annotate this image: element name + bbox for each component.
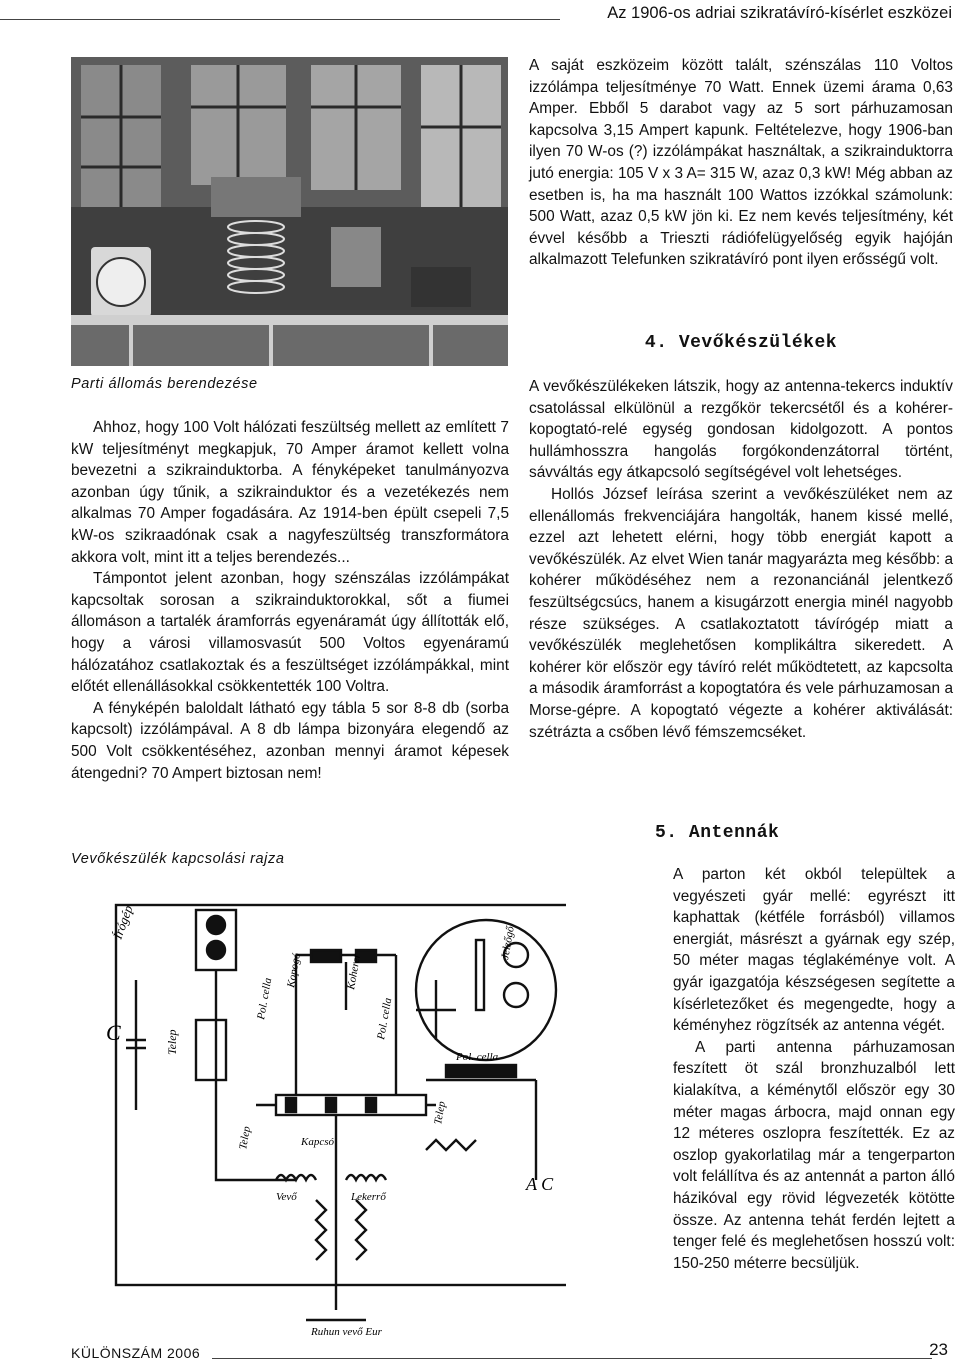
section-5-heading: 5. Antennák <box>655 823 780 843</box>
label-ground: Ruhun vevő Eur <box>311 1326 382 1338</box>
label-koherer: Koherer <box>345 952 364 991</box>
label-iroegep: Írógép <box>109 903 136 942</box>
photo-caption: Parti állomás berendezése <box>71 376 258 392</box>
section-5-column <box>673 864 955 1274</box>
section-4-heading: 4. Vevőkészülékek <box>644 333 838 353</box>
section-5-paragraph-1: A parton két okból települtek a vegyészeti gyár mellé: egyrészt itt kaphattak (kétféle forrásból) villamos energiát, másrészt a gyárnak egy szép, 50 méter magas téglakéménye volt. A gyár igazgatója készségesen segítette a kísérletezőket és megengedte, hogy a kéményhez rögzítsék az antenna végét. <box>673 866 955 1035</box>
label-pol-cella-2: Pol. cella <box>375 996 395 1041</box>
header-rule <box>0 19 560 20</box>
receiver-circuit-diagram <box>96 880 566 1340</box>
label-jelzogo: Jelzőgő <box>499 925 517 961</box>
label-ac: A C <box>526 1174 554 1194</box>
label-telep-3: Telep <box>432 1100 449 1126</box>
left-paragraph-3: A fényképén baloldalt látható egy tábla 5 sor 8-8 db (sorba kapcsolt) izzólámpával. A 8 db lámpa bizonyára elegendő az 500 Volt csökkentéséhez, azonban mennyi áramot képesek átengedni? 70 Ampert biztosan nem! <box>71 699 509 782</box>
footer-rule <box>212 1358 932 1359</box>
label-pol-cella-1: Pol. cella <box>255 976 275 1021</box>
circuit-svg <box>96 880 566 1340</box>
page-number: 23 <box>929 1340 948 1359</box>
section-4-paragraph-2: Hollós József leírása szerint a vevőkészüléket nem az ellenállomás frekvenciájára hangolták, hanem kissé mellé, ezzel azt lehetett elérni, hogy több energiát kapott a vevőkészülék. Az elvet Wien tanár magyarázta meg később: a kohérer működéséhez nem a rezonanciánál jelentkező feszültségcsúcs, hanem a kisugárzott energia minél nagyobb része szükséges. A csatlakoztatott távírógép miatt a vevőkészülék meglehetősen komplikáltra sikeredett. A kohérer kör először egy távíró relét működtetett, az kapcsolta a második áramforrást a kopogtatóra és vele párhuzamosan a Morse-gépre. A kopogtató végezte a kohérer aktiválását: szétrázta a csőben lévő fémszemcséket. <box>529 485 953 741</box>
right-top-paragraph: A saját eszközeim között talált, szénszálas 110 Voltos izzólámpa teljesítménye 70 Watt. Ennek üzemi árama 0,63 Amper. Ebből 5 darabot vagy az 5 sort párhuzamosan kapcsolva 3,15 Ampert kapunk. Feltételezve, hogy 1906-ban ilyen 70 W-os (?) izzólámpákat használtak, a szikrainduktorra jutó energia: 105 V x 3 A= 315 W, azaz 0,3 kW! Még abban az esetben is, ha ma használt 100 Wattos izzókkal számolunk: 500 Watt, azaz 0,5 kW jön ki. Ez nem kevés teljesítmény, két évvel később a Trieszti rádiófelügyelőség egyik hajóján alkalmazott Telefunken szikratávíró pont ilyen erősségű volt. <box>529 57 953 269</box>
section-4-paragraph-1: A vevőkészülékeken látszik, hogy az antenna-tekercs induktív csatolással elkülönül a rezgőkör tekercsétől és a kohérer-kopogtató-relé egység gondosan kidolgozott. A pontos hullámhosszra hangolás forgókondenzátorral történt, sávváltás egy átkapcsoló segítségével volt lehetséges. <box>529 378 953 482</box>
left-paragraph-1: Ahhoz, hogy 100 Volt hálózati feszültség mellett az említett 7 kW teljesítményt megkapjuk, 70 Amper áramot kellett volna bevezetni a szikrainduktorba. A fényképeket tanulmányozva azonban úgy tűnik, a szikrainduktor és a vezetékezés nem alkalmas 70 Amper fogadására. Az 1914-ben épült csepeli 7,5 kW-os szikraadónak csak a nagyfeszültség transzformátora akkora volt, mint itt a teljes berendezés... <box>71 419 509 566</box>
left-paragraph-2: Támpontot jelent azonban, hogy szénszálas izzólámpákat kapcsoltak sorosan a szikrainduktorokkal, sőt a fiumei állomáson a tartalék áramforrás egyenáramát úgy állították elő, hogy a városi villamosvasút 500 Voltos egyenáramú hálózatához csatlakoztak és a feszültséget izzólámpákkal, mint előtét ellenállásokkal csökkentették 100 Voltra. <box>71 570 509 696</box>
left-column <box>71 417 509 784</box>
footer-issue: KÜLÖNSZÁM 2006 <box>71 1345 201 1361</box>
section-5-paragraph-2: A parti antenna párhuzamosan feszített öt szál bronzhuzalból lett kialakítva, a kéménytől először egy 30 méter magas árbocra, majd onnan egy 12 méteres oszlopra feszítették. Ez az oszlop gyakorlatilag már a tengerparton volt felállítva és az antennát a parton álló házikóval egy rövid légvezeték kötötte össze. Az antenna tehát ferdén lejtett a tenger felé és meglehetősen hosszú volt: 150-250 méterre becsüljük. <box>673 1038 955 1272</box>
label-lekerro: Lekerrő <box>351 1191 386 1203</box>
label-kopogo: Kopogó <box>285 952 304 989</box>
label-telep-2: Telep <box>237 1125 254 1151</box>
label-kapcso: Kapcsó <box>301 1136 334 1148</box>
label-pol-cella-3: Pol. cella <box>456 1051 499 1063</box>
running-header: Az 1906-os adriai szikratávíró-kísérlet eszközei <box>607 4 952 22</box>
label-telep-1: Telep <box>165 1029 179 1055</box>
photo-illustration <box>71 57 508 366</box>
section-4-column <box>529 376 953 743</box>
label-c: C <box>106 1020 121 1045</box>
diagram-caption: Vevőkészülék kapcsolási rajza <box>71 851 285 867</box>
station-photo <box>71 57 508 366</box>
right-top-column <box>529 55 953 271</box>
label-vevo: Vevő <box>276 1191 297 1203</box>
